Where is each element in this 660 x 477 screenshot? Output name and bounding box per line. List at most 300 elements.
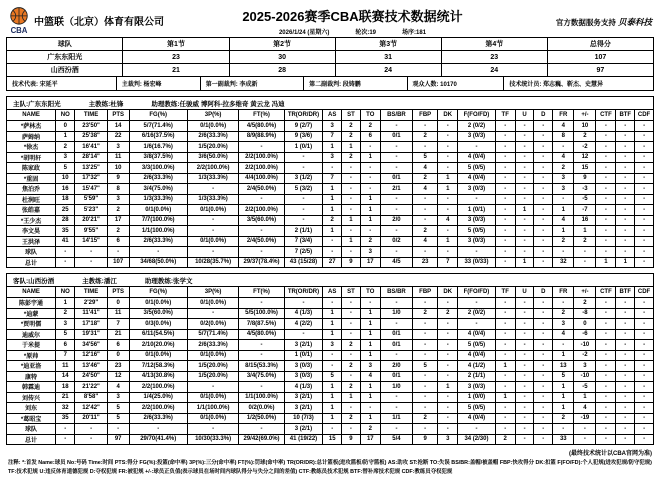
stat-cell: - xyxy=(596,350,616,361)
stat-cell: - xyxy=(342,424,361,435)
stat-cell: - xyxy=(553,247,574,258)
stat-cell: 10 (7/3) xyxy=(284,413,323,424)
stat-cell: 2 xyxy=(574,131,596,142)
stat-cell: 4/4(100.0%) xyxy=(239,173,284,184)
stat-cell: 2 xyxy=(342,340,361,351)
stat-cell: 2 xyxy=(438,308,458,319)
stat-cell: - xyxy=(342,194,361,205)
stat-cell: 10/30(33.3%) xyxy=(187,434,239,445)
stat-cell: - xyxy=(574,424,596,435)
stat-cell: 1 xyxy=(574,392,596,403)
stat-cell: - xyxy=(534,194,553,205)
stat-cell: - xyxy=(596,382,616,393)
stat-cell: - xyxy=(635,247,654,258)
stat-cell: 34 (2/30) xyxy=(458,434,495,445)
stat-cell: - xyxy=(380,247,412,258)
table-row xyxy=(7,257,654,268)
stat-cell: - xyxy=(534,236,553,247)
stat-cell: - xyxy=(515,236,534,247)
stat-cell: 3 (0/3) xyxy=(458,131,495,142)
stat-cell: - xyxy=(360,226,380,237)
stat-cell: 9 xyxy=(574,173,596,184)
stat-cell: 17 xyxy=(360,257,380,268)
stat-cell: - xyxy=(534,142,553,153)
stat-cell: 李文昊 xyxy=(7,226,56,237)
stat-cell: -3 xyxy=(574,184,596,195)
stat-cell: - xyxy=(438,163,458,174)
stat-cell: - xyxy=(495,371,515,382)
stat-cell: - xyxy=(413,340,438,351)
stat-cell: 2 (1/1) xyxy=(458,371,495,382)
stat-cell: 3 xyxy=(107,194,129,205)
stat-cell: - xyxy=(458,247,495,258)
stat-cell: 13 xyxy=(553,361,574,372)
stat-cell: - xyxy=(534,247,553,258)
stat-cell: 2 xyxy=(413,173,438,184)
stat-cell: -5 xyxy=(574,382,596,393)
stat-cell: - xyxy=(515,413,534,424)
stat-cell: - xyxy=(438,424,458,435)
brand-block xyxy=(8,6,223,34)
stat-cell: - xyxy=(616,163,635,174)
stat-cell: -19 xyxy=(574,413,596,424)
stat-cell: - xyxy=(239,194,284,205)
stat-cell: 0/1(0.0%) xyxy=(129,298,187,309)
cba-logo-icon xyxy=(8,6,30,34)
stat-cell: - xyxy=(635,194,654,205)
table-row xyxy=(7,205,654,216)
stat-cell: - xyxy=(323,350,342,361)
stat-cell: - xyxy=(616,350,635,361)
stat-cell: 3 (0/3) xyxy=(458,236,495,247)
stat-cell: - xyxy=(635,361,654,372)
stat-cell: 8/9(88.9%) xyxy=(239,131,284,142)
stat-cell: - xyxy=(515,424,534,435)
stat-cell: - xyxy=(239,226,284,237)
stat-cell: 24 xyxy=(335,64,441,77)
stat-cell: 2 xyxy=(342,382,361,393)
stat-cell: - xyxy=(596,361,616,372)
column-header: NAME xyxy=(7,287,56,298)
stat-cell: - xyxy=(596,131,616,142)
stat-cell: - xyxy=(534,152,553,163)
column-header: 3P(%) xyxy=(187,287,239,298)
column-header: BTF xyxy=(616,287,635,298)
stat-cell: 35 xyxy=(56,413,75,424)
stat-cell: 1 xyxy=(323,403,342,414)
stat-cell: 4 xyxy=(553,152,574,163)
stat-cell: 1 xyxy=(323,308,342,319)
stat-cell: 11'41" xyxy=(75,308,107,319)
official-item: 技术统计员: 郑志巍、靳杰、史慧异 xyxy=(509,82,604,88)
stat-cell: - xyxy=(239,424,284,435)
stat-cell: 1 xyxy=(342,142,361,153)
stat-cell: 4/5(80.0%) xyxy=(239,121,284,132)
stat-cell: 韩霖迪 xyxy=(7,382,56,393)
stat-cell: - xyxy=(413,194,438,205)
stat-cell: 1 xyxy=(515,205,534,216)
stat-cell: 35 xyxy=(56,226,75,237)
stat-cell: - xyxy=(360,173,380,184)
stat-cell: - xyxy=(616,205,635,216)
stat-cell: 0/1 xyxy=(380,340,412,351)
stat-cell: 1 xyxy=(360,308,380,319)
stat-cell: - xyxy=(596,340,616,351)
stat-cell: - xyxy=(515,298,534,309)
stat-cell: 3/5(60.0%) xyxy=(239,215,284,226)
stat-cell: 11 xyxy=(107,152,129,163)
stat-cell: - xyxy=(438,340,458,351)
stat-cell: - xyxy=(616,434,635,445)
stat-cell: 1 xyxy=(323,226,342,237)
stat-cell: 2/2(100.0%) xyxy=(239,152,284,163)
stat-cell: 1/5(20.0%) xyxy=(187,142,239,153)
stat-cell: - xyxy=(616,236,635,247)
stat-cell: *迪蒙 xyxy=(7,308,56,319)
stat-cell: 1 xyxy=(323,392,342,403)
table-row xyxy=(7,308,654,319)
stat-cell: 1 xyxy=(323,184,342,195)
stat-cell: -7 xyxy=(574,205,596,216)
stat-cell: 1 xyxy=(323,194,342,205)
stat-cell: 1 xyxy=(360,215,380,226)
stat-cell: 3 xyxy=(323,121,342,132)
stat-cell: - xyxy=(413,382,438,393)
stat-cell: -5 xyxy=(574,194,596,205)
stat-cell: 2 xyxy=(574,236,596,247)
stat-cell: 0 xyxy=(107,298,129,309)
stat-cell: 97 xyxy=(107,434,129,445)
stat-cell: - xyxy=(635,298,654,309)
stat-cell: - xyxy=(413,247,438,258)
stat-cell: 1 xyxy=(553,350,574,361)
stat-cell: 0/1(0.0%) xyxy=(187,413,239,424)
team2-info-line xyxy=(6,273,654,286)
table-row xyxy=(7,434,654,445)
stat-cell: 9 (2/7) xyxy=(284,121,323,132)
stat-cell: - xyxy=(596,319,616,330)
column-header: FR xyxy=(553,110,574,121)
stat-cell: - xyxy=(635,329,654,340)
stat-cell: - xyxy=(495,424,515,435)
stat-cell: - xyxy=(534,257,553,268)
stat-cell: 萨姆纳 xyxy=(7,131,56,142)
column-header: 第1节 xyxy=(123,38,229,51)
stat-cell: - xyxy=(495,205,515,216)
stat-cell: - xyxy=(553,194,574,205)
stat-cell: - xyxy=(495,173,515,184)
stat-cell: - xyxy=(515,350,534,361)
stat-cell: - xyxy=(553,142,574,153)
stat-cell: - xyxy=(438,392,458,403)
stat-cell: - xyxy=(380,194,412,205)
team2-name: 客队:山西汾酒 xyxy=(13,277,55,285)
stat-cell: - xyxy=(284,205,323,216)
stat-cell: 1/0 xyxy=(380,308,412,319)
stat-cell: - xyxy=(495,163,515,174)
stat-cell: - xyxy=(413,392,438,403)
stat-cell: 0 xyxy=(574,319,596,330)
stat-cell: -2 xyxy=(574,142,596,153)
stat-cell: 陈家政 xyxy=(7,163,56,174)
stat-cell: - xyxy=(596,121,616,132)
stat-cell: - xyxy=(360,184,380,195)
stat-cell: 1 xyxy=(574,226,596,237)
stat-cell: 107 xyxy=(107,257,129,268)
stat-cell: - xyxy=(438,152,458,163)
stat-cell: - xyxy=(515,382,534,393)
stat-cell: 3 (2/1) xyxy=(284,340,323,351)
game-number: 场序:181 xyxy=(402,30,427,36)
column-header: D xyxy=(534,110,553,121)
stat-cell: 4 xyxy=(553,329,574,340)
stat-cell: 0 xyxy=(56,121,75,132)
stat-cell: 3/4(75.0%) xyxy=(129,184,187,195)
official-item: 主裁判: 杨宏峰 xyxy=(117,77,201,90)
stat-cell: 3 (2/1) xyxy=(284,392,323,403)
stat-cell: - xyxy=(342,403,361,414)
stat-cell: - xyxy=(495,236,515,247)
stat-cell: 24'50" xyxy=(75,371,107,382)
stat-cell: - xyxy=(534,184,553,195)
column-header: 第2节 xyxy=(229,38,335,51)
stat-cell: 34/68(50.0%) xyxy=(129,257,187,268)
stat-cell: - xyxy=(515,392,534,403)
stat-cell: - xyxy=(458,194,495,205)
stat-cell: 0/1(0.0%) xyxy=(187,298,239,309)
stat-cell: - xyxy=(635,205,654,216)
stat-cell: 4 xyxy=(413,184,438,195)
stat-cell: - xyxy=(495,319,515,330)
stat-cell: 97 xyxy=(547,64,653,77)
stat-cell: *贾明儒 xyxy=(7,319,56,330)
stat-cell: - xyxy=(380,142,412,153)
stat-cell: - xyxy=(616,226,635,237)
stat-cell: - xyxy=(380,163,412,174)
stat-cell: - xyxy=(75,247,107,258)
stats-header-row xyxy=(7,110,654,121)
column-header: BS/BR xyxy=(380,110,412,121)
stat-cell: - xyxy=(635,319,654,330)
stat-cell: 5 (0/5) xyxy=(458,226,495,237)
stat-cell: - xyxy=(534,226,553,237)
stat-cell: 于米提 xyxy=(7,340,56,351)
stat-cell: 1/1(100.0%) xyxy=(239,392,284,403)
stat-cell: 2 xyxy=(553,413,574,424)
team1-assistant-coaches: 助理教练:任骏威 博阿科-拉多维奇 黄云龙 冯迪 xyxy=(151,100,285,108)
stat-cell: - xyxy=(187,184,239,195)
stat-cell: - xyxy=(635,382,654,393)
column-header: AS xyxy=(323,287,342,298)
stat-cell: 29/70(41.4%) xyxy=(129,434,187,445)
stat-cell: - xyxy=(56,424,75,435)
stat-cell: - xyxy=(284,329,323,340)
stat-cell: 1 xyxy=(342,215,361,226)
stat-cell: 1/5(20.0%) xyxy=(187,361,239,372)
stat-cell: *徐杰 xyxy=(7,142,56,153)
stat-cell: - xyxy=(187,382,239,393)
stat-cell: - xyxy=(56,257,75,268)
stat-cell: 1 xyxy=(56,298,75,309)
stat-cell: - xyxy=(596,173,616,184)
table-row xyxy=(7,247,654,258)
stat-cell: - xyxy=(413,298,438,309)
stat-cell: 4/5(80.0%) xyxy=(239,329,284,340)
stat-cell: -6 xyxy=(574,329,596,340)
stat-cell: - xyxy=(635,226,654,237)
stat-cell: 1 (0/1) xyxy=(458,205,495,216)
stat-cell: - xyxy=(323,247,342,258)
column-header: CDF xyxy=(635,287,654,298)
stat-cell: - xyxy=(616,319,635,330)
stat-cell: 5 xyxy=(413,152,438,163)
stat-cell: - xyxy=(515,340,534,351)
stat-cell: 7 xyxy=(107,319,129,330)
stat-cell: - xyxy=(596,184,616,195)
stat-cell: - xyxy=(284,163,323,174)
stat-cell: - xyxy=(635,371,654,382)
stat-cell: - xyxy=(413,350,438,361)
stat-cell: 9'55" xyxy=(75,226,107,237)
stat-cell: - xyxy=(413,215,438,226)
stat-cell: - xyxy=(342,184,361,195)
table-row xyxy=(7,329,654,340)
stat-cell: 28 xyxy=(56,215,75,226)
stat-cell: 28 xyxy=(229,64,335,77)
stat-cell: 2/2(100.0%) xyxy=(187,163,239,174)
game-date: 2026/1/24 (星期六) xyxy=(278,30,330,36)
stat-cell: *原帅 xyxy=(7,350,56,361)
column-header: NAME xyxy=(7,110,56,121)
stat-cell: - xyxy=(284,215,323,226)
stat-cell: 4 xyxy=(574,403,596,414)
stat-cell: - xyxy=(515,226,534,237)
stat-cell: 2 (1/1) xyxy=(284,226,323,237)
stat-cell: 17'32" xyxy=(75,173,107,184)
stat-cell: 41 (19/22) xyxy=(284,434,323,445)
stat-cell: 4 (0/4) xyxy=(458,413,495,424)
stat-cell: - xyxy=(380,350,412,361)
stat-cell: 23'50" xyxy=(75,121,107,132)
stat-cell: - xyxy=(380,121,412,132)
stat-cell: - xyxy=(107,247,129,258)
stat-cell: - xyxy=(635,350,654,361)
column-header: TO xyxy=(360,110,380,121)
stat-cell: - xyxy=(342,329,361,340)
stat-cell: 2 (0/2) xyxy=(458,121,495,132)
table-row xyxy=(7,121,654,132)
stat-cell: - xyxy=(616,194,635,205)
stat-cell: 2 xyxy=(574,298,596,309)
stat-cell: - xyxy=(495,413,515,424)
stat-cell: - xyxy=(458,424,495,435)
column-header: PTS xyxy=(107,110,129,121)
stat-cell: 8 xyxy=(553,131,574,142)
stat-cell: - xyxy=(534,205,553,216)
stat-cell: - xyxy=(515,194,534,205)
column-header: NO xyxy=(56,110,75,121)
stat-cell: 3 xyxy=(323,340,342,351)
support-label: 官方数据服务支持 xyxy=(555,18,616,27)
stat-cell: 1 xyxy=(438,382,458,393)
stat-cell: - xyxy=(635,163,654,174)
stat-cell: - xyxy=(534,308,553,319)
stat-cell: - xyxy=(596,194,616,205)
stat-cell: - xyxy=(534,319,553,330)
stat-cell: -10 xyxy=(574,340,596,351)
column-header: D xyxy=(534,287,553,298)
stat-cell: - xyxy=(495,257,515,268)
stat-cell: 2 xyxy=(553,308,574,319)
table-row xyxy=(7,184,654,195)
stat-cell: - xyxy=(284,152,323,163)
column-header: DK xyxy=(438,287,458,298)
stat-cell: - xyxy=(635,173,654,184)
stat-cell: - xyxy=(635,257,654,268)
stat-cell: 1 xyxy=(342,236,361,247)
stat-cell: - xyxy=(239,340,284,351)
stat-cell: - xyxy=(515,142,534,153)
stat-cell: - xyxy=(616,298,635,309)
stat-cell: 1 xyxy=(342,392,361,403)
stat-cell: 2/6(33.3%) xyxy=(129,413,187,424)
stat-cell: 3 (0/3) xyxy=(284,361,323,372)
stat-cell: 21 xyxy=(56,392,75,403)
table-row xyxy=(7,152,654,163)
stat-cell: - xyxy=(342,371,361,382)
stat-cell: 3 xyxy=(553,173,574,184)
official-item: 观众人数: 10170 xyxy=(408,77,505,90)
stat-cell: - xyxy=(239,298,284,309)
table-row xyxy=(7,131,654,142)
stat-cell: - xyxy=(495,215,515,226)
stat-cell: 3 xyxy=(56,152,75,163)
stat-cell: - xyxy=(596,163,616,174)
stat-cell: 15'47" xyxy=(75,184,107,195)
stat-cell: 2/4(50.0%) xyxy=(239,236,284,247)
stat-cell: 5 (0/5) xyxy=(458,403,495,414)
stat-cell: - xyxy=(616,371,635,382)
stat-cell: - xyxy=(596,205,616,216)
stat-cell: - xyxy=(515,131,534,142)
stat-cell: 4 (0/4) xyxy=(458,329,495,340)
stat-cell: *萨林杰 xyxy=(7,121,56,132)
stat-cell: 刘传兴 xyxy=(7,392,56,403)
stat-cell: 15 xyxy=(574,163,596,174)
stat-cell: 3/5(60.0%) xyxy=(129,308,187,319)
stat-cell: 1 xyxy=(553,382,574,393)
column-header: NO xyxy=(56,287,75,298)
stat-cell: - xyxy=(284,298,323,309)
stat-cell: 2/2(100.0%) xyxy=(129,382,187,393)
stat-cell: - xyxy=(342,163,361,174)
game-round: 轮次:19 xyxy=(355,30,377,36)
table-row xyxy=(7,298,654,309)
stat-cell: 3 (0/3) xyxy=(284,371,323,382)
stat-cell: - xyxy=(616,247,635,258)
column-header: U xyxy=(515,287,534,298)
column-header: 球队 xyxy=(7,38,123,51)
table-row xyxy=(7,51,654,64)
stat-cell: 2 xyxy=(360,424,380,435)
stat-cell: 2 xyxy=(342,152,361,163)
stat-cell: 6 xyxy=(107,236,129,247)
stat-cell: - xyxy=(360,403,380,414)
stat-cell: - xyxy=(438,226,458,237)
stat-cell: 1 xyxy=(323,329,342,340)
stat-cell: - xyxy=(56,434,75,445)
stat-cell: 3/4(75.0%) xyxy=(239,371,284,382)
